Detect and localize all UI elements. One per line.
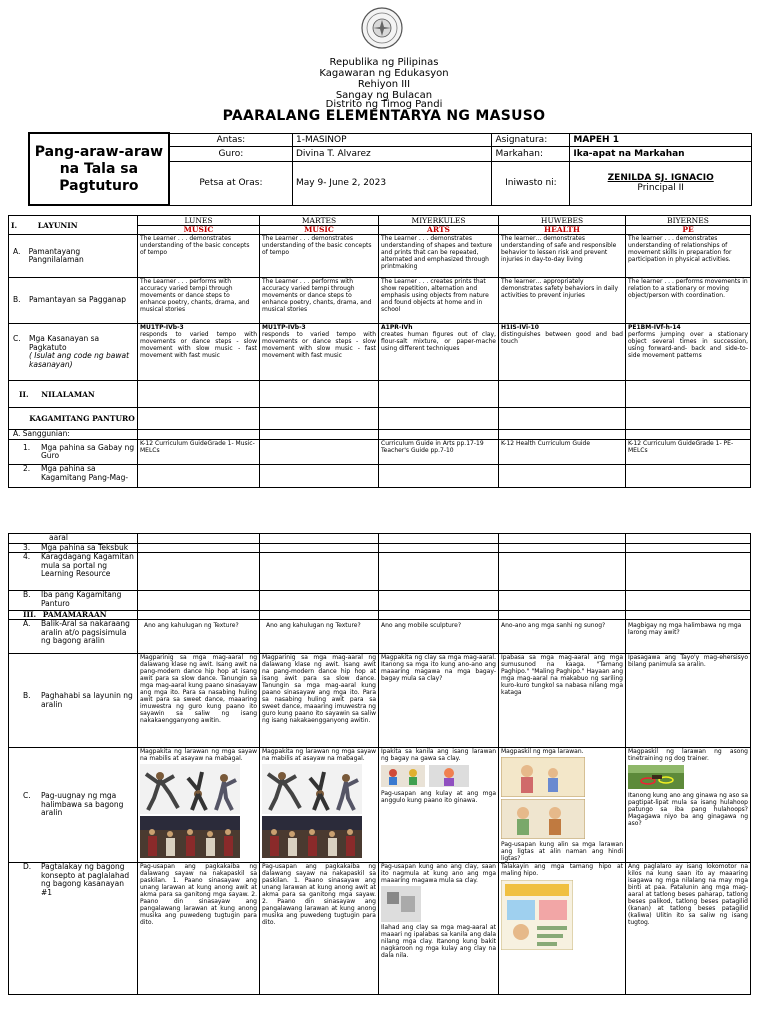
example-note: Pag-usapan kung alin sa mga larawan ang ligtas at alin naman ang hindi ligtas? xyxy=(501,841,623,862)
subject-martes: MUSIC xyxy=(260,226,379,235)
layunin-number: I. xyxy=(11,220,18,230)
performance-standard-cell: The learner . . . performs movements in relation to a stationary or moving object/person with coordination. xyxy=(626,278,751,324)
ref-b-number: B. xyxy=(23,590,31,599)
discussion-cell: Pag-usapan ang pagkakaiba ng dalawang sayaw na nakapaskil sa paskilan. 1. Paano sinasayaw ang unang larawan at kung anong awit at akma para sa ganitong mga sayaw. 2. Paano din sinasayaw ang pangalawang larawan at kung anong musika ang puwedeng tugtugin para dito. xyxy=(260,863,379,995)
review-question-cell: Ano-ano ang mga sanhi ng sunog? xyxy=(499,620,626,654)
info-table xyxy=(28,132,752,206)
lesson-plan-table-part1 xyxy=(8,215,751,488)
performance-standard-cell: The Learner . . . performs with accuracy varied tempi through movements or dance steps to enhance poetry, chants, drama, and musical stories xyxy=(260,278,379,324)
document-title: Pang-araw-araw na Tala sa Pagtuturo xyxy=(29,133,169,205)
example-cell: Magpaskil ng larawan ng asong tinetraining ng dog trainer. xyxy=(628,748,748,762)
day-miyerkules: MIYERKULES xyxy=(379,216,499,226)
clay-photo xyxy=(381,886,496,922)
school-name: PAARALANG ELEMENTARYA NG MASUSO xyxy=(222,108,546,124)
lesson-plan-table-part2 xyxy=(8,533,751,995)
dance-photo xyxy=(262,764,376,814)
learning-resource-label: Karagdagang Kagamitan mula sa portal ng Learning Resource xyxy=(41,552,134,578)
header-division: Sangay ng Bulacan xyxy=(335,90,433,101)
day-biyernes: BIYERNES xyxy=(626,216,751,226)
kagamitang-panturo-heading: KAGAMITANG PANTURO xyxy=(9,408,138,430)
guro-label: Guro: xyxy=(169,146,293,161)
performance-standard-cell: The learner… appropriately demonstrates safety behaviors in daily activities to prevent injuries xyxy=(499,278,626,324)
competency-code: MU1TP-IVb-3 xyxy=(262,324,306,331)
proc-a-number: A. xyxy=(23,619,31,628)
competency-cell: responds to varied tempo with movements or dance steps - slow movement with slow music - fast movement with fast music xyxy=(140,331,257,359)
motivation-cell: Magparinig sa mga mag-aaral ng dalawang klase ng awit. Isang awit na pang-modern dance hip hop at isang awit para sa slow dance. Tanungin sa mga mag-aaral kung paano sinasayaw ang mga ito. Para sa nasabing huling awit para sa sweet dance, maaaring imuwestra ng guro kung paano ito sayawin sa saliw ng isang nakakaengganyong awitin. xyxy=(138,654,260,748)
touch-poster xyxy=(501,880,623,950)
row-c-number: C. xyxy=(13,334,21,343)
review-question-cell: Ano ang mobile sculpture? xyxy=(379,620,499,654)
asignatura-label: Asignatura: xyxy=(492,133,570,146)
markahan-value: Ika-apat na Markahan xyxy=(570,146,752,161)
day-huwebes: HUWEBES xyxy=(499,216,626,226)
teksbuk-label: Mga pahina sa Teksbuk xyxy=(41,543,129,552)
balik-aral-label: Balik-Aral sa nakaraang aralin at/o pagsisimula ng bagong aralin xyxy=(41,619,130,645)
ref-1-number: 1. xyxy=(23,442,31,452)
slow-dance-photo xyxy=(262,816,376,858)
subject-biyernes: PE xyxy=(626,226,751,235)
row-b-number: B. xyxy=(13,295,21,305)
asignatura-value: MAPEH 1 xyxy=(570,133,752,146)
antas-value: 1-MASINOP xyxy=(293,133,492,146)
ref-2-number: 2. xyxy=(23,464,31,473)
day-martes: MARTES xyxy=(260,216,379,226)
header-republic: Republika ng Pilipinas xyxy=(329,57,439,68)
teacher-guide-cell: Curriculum Guide in Arts pp.17-19 Teacher's Guide pp.7-10 xyxy=(379,440,499,465)
subject-miyerkules: ARTS xyxy=(379,226,499,235)
proc-b-number: B. xyxy=(23,691,31,700)
discussion-cell: Talakayin ang mga tamang hipo at maling hipo. xyxy=(501,863,623,877)
example-note: Pag-usapan ang kulay at ang mga anggulo kung paano ito ginawa. xyxy=(381,790,496,804)
review-question-cell: Magbigay ng mga halimbawa ng mga larong may awit? xyxy=(626,620,751,654)
header-district: Distrito ng Timog Pandi xyxy=(325,99,443,110)
clay-figures-photo xyxy=(381,765,496,787)
row-a-number: A. xyxy=(13,246,21,256)
competency-code: MU1TP-IVb-3 xyxy=(140,324,184,331)
discussion-note: Ilahad ang clay sa mga mag-aaral at maaari ng ipalabas sa kanila ang dala nilang mga clay. Itanong kung bakit nagkaroon ng mga kulay ang clay na dala nila. xyxy=(381,924,496,959)
proc-c-number: C. xyxy=(23,791,31,801)
dance-photo xyxy=(140,764,257,814)
nilalaman-heading: NILALAMAN xyxy=(41,389,95,399)
ref-3-number: 3. xyxy=(23,543,31,552)
performance-standard-cell: The Learner . . . performs with accuracy varied tempi through movements or dance steps to enhance poetry, chants, drama, and musical stories xyxy=(138,278,260,324)
header-department: Kagawaran ng Edukasyon xyxy=(319,68,449,79)
proc-d-number: D. xyxy=(23,862,32,871)
example-cell: Magpakita ng larawan ng mga sayaw na mabilis at asayaw na mabagal. xyxy=(140,748,257,762)
petsa-value: May 9- June 2, 2023 xyxy=(293,161,492,205)
layunin-heading: LAYUNIN xyxy=(37,220,78,230)
pamantayan-sa-pagganap-label: Pamantayan sa Pagganap xyxy=(29,295,127,305)
kagamitang-pang-mag-aaral-label: Mga pahina sa Kagamitang Pang-Mag- xyxy=(41,464,129,482)
teacher-guide-cell: K-12 Curriculum GuideGrade 1- Music-MELCs xyxy=(138,440,260,465)
competency-cell: distinguishes between good and bad touch xyxy=(501,331,623,345)
discussion-cell: Pag-usapan kung ano ang clay, saan ito nagmula at kung ano ang mga maaaring magawa mula sa clay. xyxy=(381,863,496,884)
pamamaraan-number: III. xyxy=(23,610,37,619)
nilalaman-number: II. xyxy=(19,389,29,399)
header-region: Rehiyon III xyxy=(357,79,411,90)
sanggunian-label: A. Sanggunian: xyxy=(9,430,138,440)
content-standard-cell: The Learner . . . demonstrates understanding of shapes and texture and prints that can be repeated, alternated and emphasized through printmaking xyxy=(379,235,499,278)
discussion-cell: Ang paglalaro ay isang lokomotor na kilos na kung saan ito ay maaaring isagawa ng mga nilalang na may mga binti at paa. Patalunin ang mga mag-aaral at tatlong beses paharap, tatlong beses palikod, tatlong beses patagilid (kanan) at tatlong beses patagilid (kaliwa) Ulitin ito sa saliw ng isang tugtog. xyxy=(626,863,751,995)
pamantayang-pangnilalaman-label: Pamantayang Pangnilalaman xyxy=(28,246,84,264)
review-question-cell: Ano ang kahulugan ng Texture? xyxy=(260,620,379,654)
antas-label: Antas: xyxy=(169,133,293,146)
motivation-cell: Ipasagawa ang Tayo'y mag-ehersisyo bilang panimula sa aralin. xyxy=(626,654,751,748)
discussion-cell: Pag-usapan ang pagkakaiba ng dalawang sayaw na nakapaskil sa paskilan. 1. Paano sinasayaw ang unang larawan at kung anong awit at akma para sa ganitong mga sayaw. 2. Paano din sinasayaw ang pangalawang larawan at kung anong musika ang puwedeng tugtugin para dito. xyxy=(138,863,260,995)
example-cell: Magpakita ng larawan ng mga sayaw na mabilis at asayaw na mabagal. xyxy=(262,748,376,762)
teacher-guide-cell: K-12 Curriculum GuideGrade 1- PE-MELCs xyxy=(626,440,751,465)
principal-name: ZENILDA SJ. IGNACIO xyxy=(607,173,714,183)
content-standard-cell: The learner . . . demonstrates understanding of relationships of movement skills in preparation for participation in physical activities. xyxy=(626,235,751,278)
competency-code: PE1BM-IVf-h-14 xyxy=(628,324,681,331)
example-note: Itanong kung ano ang ginawa ng aso sa pagtipat-lipat mula sa isang hulahoop patungo sa iba pang hulahoops? Magagawa niyo ba ang ginagawa ng aso? xyxy=(628,792,748,827)
teacher-guide-cell: K-12 Health Curriculum Guide xyxy=(499,440,626,465)
iba-pang-kagamitan-label: Iba pang Kagamitang Panturo xyxy=(41,590,122,608)
competency-cell: performs jumping over a stationary object several times in succession, using forward-and- back and side-to-side movement patterns xyxy=(628,331,748,359)
competency-cell: creates human figures out of clay, flour-salt mixture, or paper-mache using different techniques xyxy=(381,331,496,352)
performance-standard-cell: The Learner . . . creates prints that show repetition, alternation and emphasis using objects from nature and found objects at home and in school xyxy=(379,278,499,324)
content-standard-cell: The learner… demonstrates understanding of safe and responsible behavior to lessen risk and prevent injuries in day-to-day living xyxy=(499,235,626,278)
review-question-cell: Ano ang kahulugan ng Texture? xyxy=(138,620,260,654)
pagtalakay-label: Pagtalakay ng bagong konsepto at paglalahad ng bagong kasanayan #1 xyxy=(41,862,130,897)
subject-lunes: MUSIC xyxy=(138,226,260,235)
example-cell: Magpaskil ng mga larawan. xyxy=(501,748,584,755)
day-lunes: LUNES xyxy=(138,216,260,226)
ref-4-number: 4. xyxy=(23,552,31,561)
principal-title: Principal II xyxy=(637,183,684,193)
slow-dance-photo xyxy=(140,816,257,858)
content-standard-cell: The Learner . . . demonstrates understanding of the basic concepts of tempo xyxy=(138,235,260,278)
petsa-label: Petsa at Oras: xyxy=(169,161,293,205)
unsafe-touch-illustration xyxy=(501,799,623,839)
example-cell: Ipakita sa kanila ang isang larawan ng bagay na gawa sa clay. xyxy=(381,748,496,762)
deped-seal-icon xyxy=(356,6,408,50)
competency-code: A1PR-IVh xyxy=(381,324,413,331)
teacher-guide-cell xyxy=(260,440,379,465)
guro-value: Divina T. Alvarez xyxy=(293,146,492,161)
kasanayan-label: Mga Kasanayan sa Pagkatuto xyxy=(29,334,100,352)
kagamitang-pang-mag-aaral-label-cont: aaral xyxy=(9,534,138,544)
safe-touch-illustration xyxy=(501,757,623,797)
iniwasto-label: Iniwasto ni: xyxy=(492,161,570,205)
motivation-cell: Magpakita ng clay sa mga mag-aaral. Itanong sa mga ito kung ano-ano ang maaaring magawa na mga bagay-bagay mula sa clay? xyxy=(379,654,499,748)
motivation-cell: Magparinig sa mga mag-aaral ng dalawang klase ng awit. Isang awit na pang-modern dance hip hop at isang awit para sa slow dance. Tanungin sa mga mag-aaral kung paano sinasayaw ang mga ito. Para sa nasabing huling awit para sa sweet dance, maaaring imuwestra ng guro kung paano ito sayawin sa saliw ng isang nakakaengganyong awitin. xyxy=(260,654,379,748)
paghahabi-label: Paghahabi sa layunin ng aralin xyxy=(41,691,133,709)
kasanayan-note: ( Isulat ang code ng bawat kasanayan) xyxy=(29,351,130,369)
subject-huwebes: HEALTH xyxy=(499,226,626,235)
markahan-label: Markahan: xyxy=(492,146,570,161)
competency-code: H1IS-IVi-10 xyxy=(501,324,539,331)
competency-cell: responds to varied tempo with movements or dance steps - slow movement with slow music - fast movement with fast music xyxy=(262,331,376,359)
gabay-ng-guro-label: Mga pahina sa Gabay ng Guro xyxy=(41,442,135,460)
dog-training-photo xyxy=(628,765,748,789)
pag-uugnay-label: Pag-uugnay ng mga halimbawa sa bagong aralin xyxy=(41,791,124,818)
content-standard-cell: The Learner . . . demonstrates understanding of the basic concepts of tempo xyxy=(260,235,379,278)
motivation-cell: Ipabasa sa mga mag-aaral ang mga sumusunod na kaaga. "Tamang Paghipo." "Maling Paghipo." Hayaan ang mga mag-aaral na makabuo ng sariling kuro-kuro tungkol sa nabasa nilang mga kataga xyxy=(499,654,626,748)
pamamaraan-heading: PAMAMARAAN xyxy=(42,610,107,619)
